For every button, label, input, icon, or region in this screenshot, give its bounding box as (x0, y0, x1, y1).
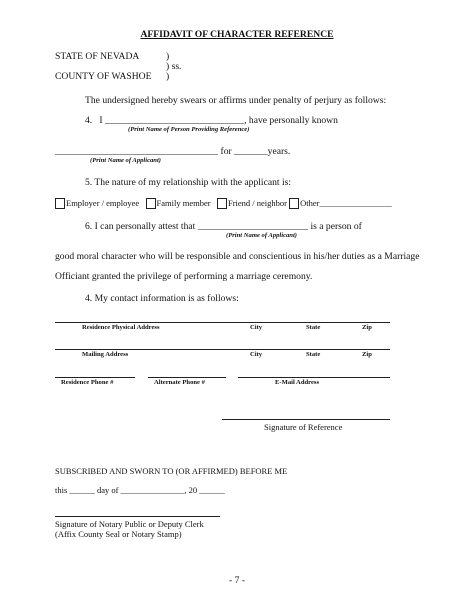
for-label: for (220, 146, 232, 157)
email-line[interactable] (238, 377, 390, 378)
item4-prefix: I (99, 115, 103, 126)
notary-seal-note: (Affix County Seal or Notary Stamp) (55, 529, 182, 539)
option-family-label: Family member (156, 198, 211, 209)
years-blank[interactable]: _______ (234, 146, 268, 157)
residence-phone-label: Residence Phone # (61, 379, 114, 386)
sworn-date-line[interactable]: this ______ day of _______________, 20 ______ (55, 485, 225, 495)
mailing-zip-label: Zip (362, 351, 372, 358)
years-label: years. (267, 146, 291, 157)
item5-text: 5. The nature of my relationship with the applicant is: (85, 177, 292, 188)
venue-state: STATE OF NEVADA (55, 51, 140, 62)
item6-prefix: 6. I can personally attest that (85, 221, 196, 232)
mailing-city-label: City (250, 351, 263, 358)
checkbox-employer[interactable] (55, 198, 65, 209)
page-number: - 7 - (229, 575, 245, 586)
applicant-name-caption: (Print Name of Applicant) (90, 157, 162, 164)
residence-zip-label: Zip (362, 324, 372, 331)
attest-applicant-blank[interactable]: _______________________ (197, 221, 309, 232)
residence-phone-line[interactable] (55, 377, 135, 378)
option-other-label: Other (300, 198, 320, 209)
alternate-phone-line[interactable] (148, 377, 226, 378)
venue-paren-3: ) (166, 71, 170, 82)
item4-suffix: , have personally known (244, 115, 338, 126)
item6-line1 (85, 221, 362, 232)
reference-signature-label: Signature of Reference (264, 422, 343, 432)
mailing-state-label: State (306, 351, 321, 358)
reference-name-blank[interactable]: _____________________________ (105, 115, 245, 126)
option-employer-label: Employer / employee (66, 198, 140, 209)
item6-line3: Officiant granted the privilege of performing a marriage ceremony. (55, 271, 313, 282)
item4-line (85, 115, 338, 126)
notary-signature-line[interactable] (55, 516, 220, 517)
relationship-options (55, 197, 392, 209)
residence-state-label: State (306, 324, 321, 331)
reference-name-caption: (Print Name of Person Providing Reference) (128, 126, 250, 133)
checkbox-friend[interactable] (217, 198, 227, 209)
contact-heading: 4. My contact information is as follows: (85, 293, 239, 304)
item6-line2: good moral character who will be responsible and conscientious in his/her duties as a Marriage (55, 251, 420, 262)
residence-address-line[interactable] (55, 322, 390, 323)
attest-applicant-caption: (Print Name of Applicant) (226, 232, 298, 239)
item6-suffix: is a person of (310, 221, 362, 232)
mailing-address-label: Mailing Address (82, 351, 129, 358)
venue-paren-1: ) (166, 51, 170, 62)
checkbox-family[interactable] (146, 198, 156, 209)
intro-text: The undersigned hereby swears or affirms under penalty of perjury as follows: (85, 95, 387, 106)
email-label: E-Mail Address (275, 379, 320, 386)
alternate-phone-label: Alternate Phone # (154, 379, 205, 386)
residence-address-label: Residence Physical Address (82, 324, 160, 331)
venue-paren-ss: ) ss. (166, 61, 182, 72)
subscribed-text: SUBSCRIBED AND SWORN TO (OR AFFIRMED) BEFORE ME (55, 466, 288, 476)
venue-county: COUNTY OF WASHOE (55, 71, 152, 82)
applicant-name-blank[interactable]: __________________________________ (55, 146, 219, 157)
item4-number: 4. (85, 115, 93, 126)
mailing-address-line[interactable] (55, 349, 390, 350)
item4-line2 (55, 146, 290, 157)
page-title: AFFIDAVIT OF CHARACTER REFERENCE (140, 29, 334, 40)
option-friend-label: Friend / neighbor (227, 198, 288, 209)
checkbox-other[interactable] (289, 198, 299, 209)
reference-signature-line[interactable] (222, 419, 390, 420)
other-blank[interactable]: _________________ (319, 198, 392, 209)
notary-signature-label: Signature of Notary Public or Deputy Clerk (55, 519, 204, 529)
residence-city-label: City (250, 324, 263, 331)
